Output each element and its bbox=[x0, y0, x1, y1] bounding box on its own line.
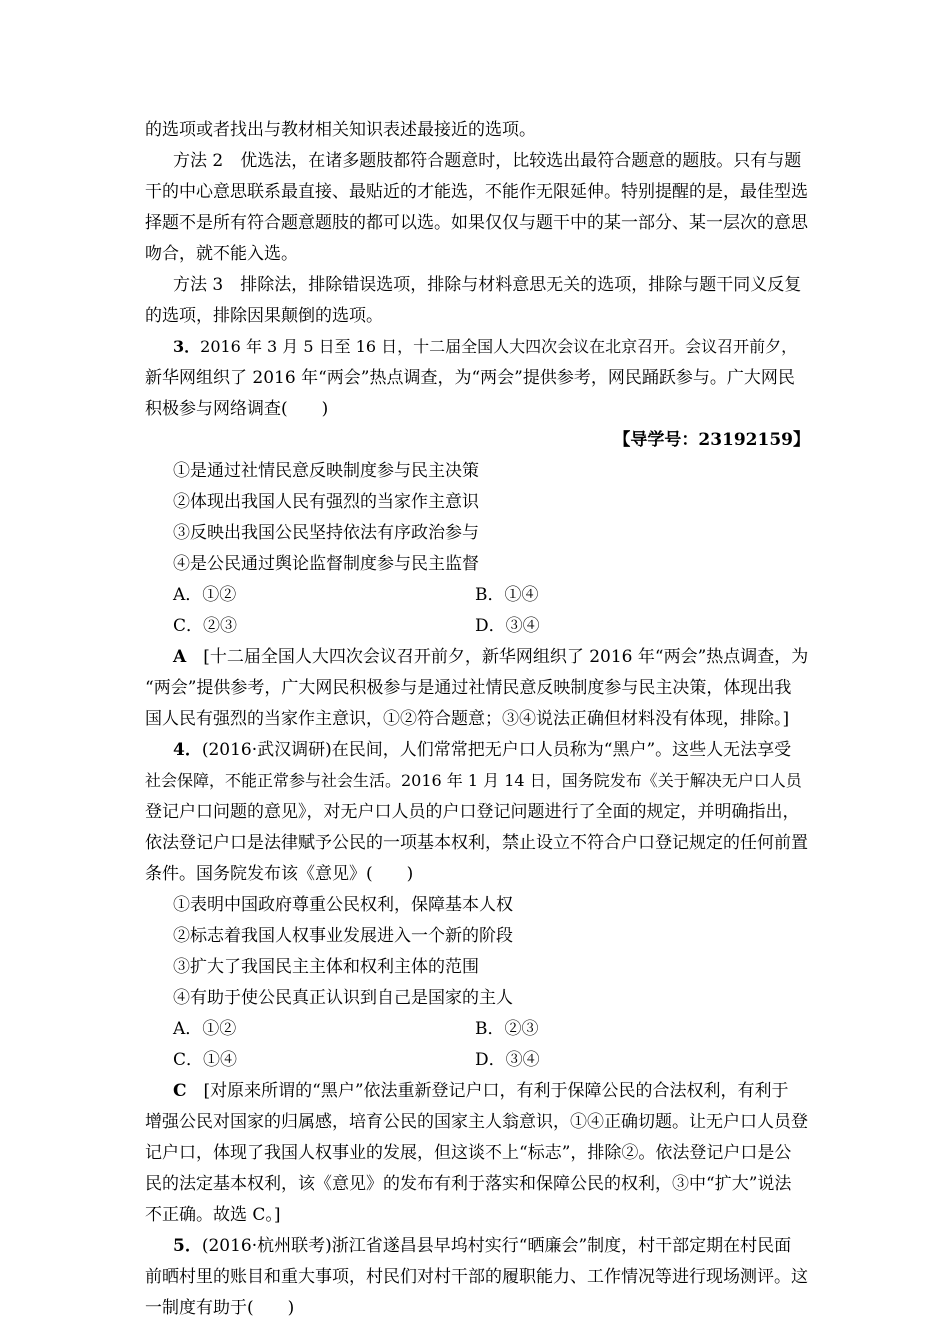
q4-answer-line-3: 记户口，体现了我国人权事业的发展，但这谈不上“标志”，排除②。依法登记户口是公 bbox=[145, 1143, 792, 1163]
q3-stem-line-3: 积极参与网络调查( ) bbox=[145, 399, 329, 419]
q4-answer-line-2: 增强公民对国家的归属感，培育公民的国家主人翁意识，①④正确切题。让无户口人员登 bbox=[145, 1112, 808, 1132]
q3-stem-text: 2016 年 3 月 5 日至 16 日，十二届全国人大四次会议在北京召开。会议召开前夕， bbox=[200, 337, 798, 356]
method2-line-2: 干的中心意思联系最直接、最贴近的才能选，不能作无限延伸。特别提醒的是，最佳型选 bbox=[145, 182, 808, 202]
q3-option-a: A．①② bbox=[173, 585, 237, 605]
q5-stem-line-2: 前晒村里的账目和重大事项，村民们对村干部的履职能力、工作情况等进行现场测评。这 bbox=[145, 1267, 808, 1287]
q4-answer-line-5: 不正确。故选 C。] bbox=[145, 1205, 281, 1225]
q3-number: 3． bbox=[173, 337, 201, 356]
q4-number: 4． bbox=[173, 740, 202, 760]
q4-stem-text: (2016·武汉调研)在民间，人们常常把无户口人员称为“黑户”。这些人无法享受 bbox=[201, 740, 792, 760]
q4-stem-line-5: 条件。国务院发布该《意见》( ) bbox=[145, 864, 414, 884]
q3-item-3: ③反映出我国公民坚持依法有序政治参与 bbox=[173, 523, 479, 543]
q5-stem-text: (2016·杭州联考)浙江省遂昌县早坞村实行“晒廉会”制度，村干部定期在村民面 bbox=[201, 1236, 792, 1256]
method3-line-2: 的选项，排除因果颠倒的选项。 bbox=[145, 306, 383, 326]
method3-line-1: 方法 3 排除法，排除错误选项，排除与材料意思无关的选项，排除与题干同义反复 bbox=[173, 275, 802, 295]
q5-number: 5． bbox=[173, 1236, 202, 1256]
q4-stem-line-3: 登记户口问题的意见》，对无户口人员的户口登记问题进行了全面的规定，并明确指出， bbox=[145, 802, 800, 822]
q4-stem-line-2: 社会保障，不能正常参与社会生活。2016 年 1 月 14 日，国务院发布《关于解决无户口人员 bbox=[145, 771, 802, 790]
q3-option-b: B．①④ bbox=[475, 585, 539, 605]
q3-guide-number: 【导学号：23192159】 bbox=[613, 430, 810, 450]
method2-line-3: 择题不是所有符合题意题肢的都可以选。如果仅仅与题干中的某一部分、某一层次的意思 bbox=[145, 213, 808, 233]
q4-answer-letter: C bbox=[173, 1081, 187, 1101]
q5-stem-line-1 bbox=[173, 1234, 791, 1260]
q3-item-2: ②体现出我国人民有强烈的当家作主意识 bbox=[173, 492, 479, 512]
q3-answer-line-3: 国人民有强烈的当家作主意识，①②符合题意；③④说法正确但材料没有体现，排除。] bbox=[145, 709, 790, 729]
q4-option-d: D．③④ bbox=[475, 1050, 540, 1070]
q3-item-1: ①是通过社情民意反映制度参与民主决策 bbox=[173, 461, 479, 481]
q3-stem-line-1 bbox=[173, 335, 797, 361]
q3-answer-line-2: “两会”提供参考，广大网民积极参与是通过社情民意反映制度参与民主决策，体现出我 bbox=[145, 678, 792, 698]
q4-answer-text: [对原来所谓的“黑户”依法重新登记户口，有利于保障公民的合法权利，有利于 bbox=[203, 1081, 789, 1101]
q4-stem-line-1 bbox=[173, 738, 791, 764]
q3-option-c: C．②③ bbox=[173, 616, 238, 636]
q3-answer-line-1 bbox=[173, 645, 808, 671]
q4-item-4: ④有助于使公民真正认识到自己是国家的主人 bbox=[173, 988, 513, 1008]
q3-item-4: ④是公民通过舆论监督制度参与民主监督 bbox=[173, 554, 479, 574]
q3-stem-line-2: 新华网组织了 2016 年“两会”热点调查，为“两会”提供参考，网民踊跃参与。广大网民 bbox=[145, 368, 795, 388]
q3-option-d: D．③④ bbox=[475, 616, 540, 636]
q4-option-b: B．②③ bbox=[475, 1019, 539, 1039]
q5-stem-line-3: 一制度有助于( ) bbox=[145, 1298, 295, 1318]
q4-option-c: C．①④ bbox=[173, 1050, 238, 1070]
q4-stem-line-4: 依法登记户口是法律赋予公民的一项基本权利，禁止设立不符合户口登记规定的任何前置 bbox=[145, 833, 808, 853]
q3-answer-text: [十二届全国人大四次会议召开前夕，新华网组织了 2016 年“两会”热点调查，为 bbox=[203, 647, 809, 667]
q4-item-2: ②标志着我国人权事业发展进入一个新的阶段 bbox=[173, 926, 513, 946]
method2-line-4: 吻合，就不能入选。 bbox=[145, 244, 298, 264]
method2-line-1: 方法 2 优选法，在诸多题肢都符合题意时，比较选出最符合题意的题肢。只有与题 bbox=[173, 151, 802, 171]
q3-answer-letter: A bbox=[173, 647, 187, 667]
q4-item-1: ①表明中国政府尊重公民权利，保障基本人权 bbox=[173, 895, 513, 915]
q4-option-a: A．①② bbox=[173, 1019, 237, 1039]
q4-item-3: ③扩大了我国民主主体和权利主体的范围 bbox=[173, 957, 479, 977]
q4-answer-line-4: 民的法定基本权利，该《意见》的发布有利于落实和保障公民的权利，③中“扩大”说法 bbox=[145, 1174, 792, 1194]
intro-line: 的选项或者找出与教材相关知识表述最接近的选项。 bbox=[145, 120, 536, 140]
q4-answer-line-1 bbox=[173, 1079, 789, 1105]
